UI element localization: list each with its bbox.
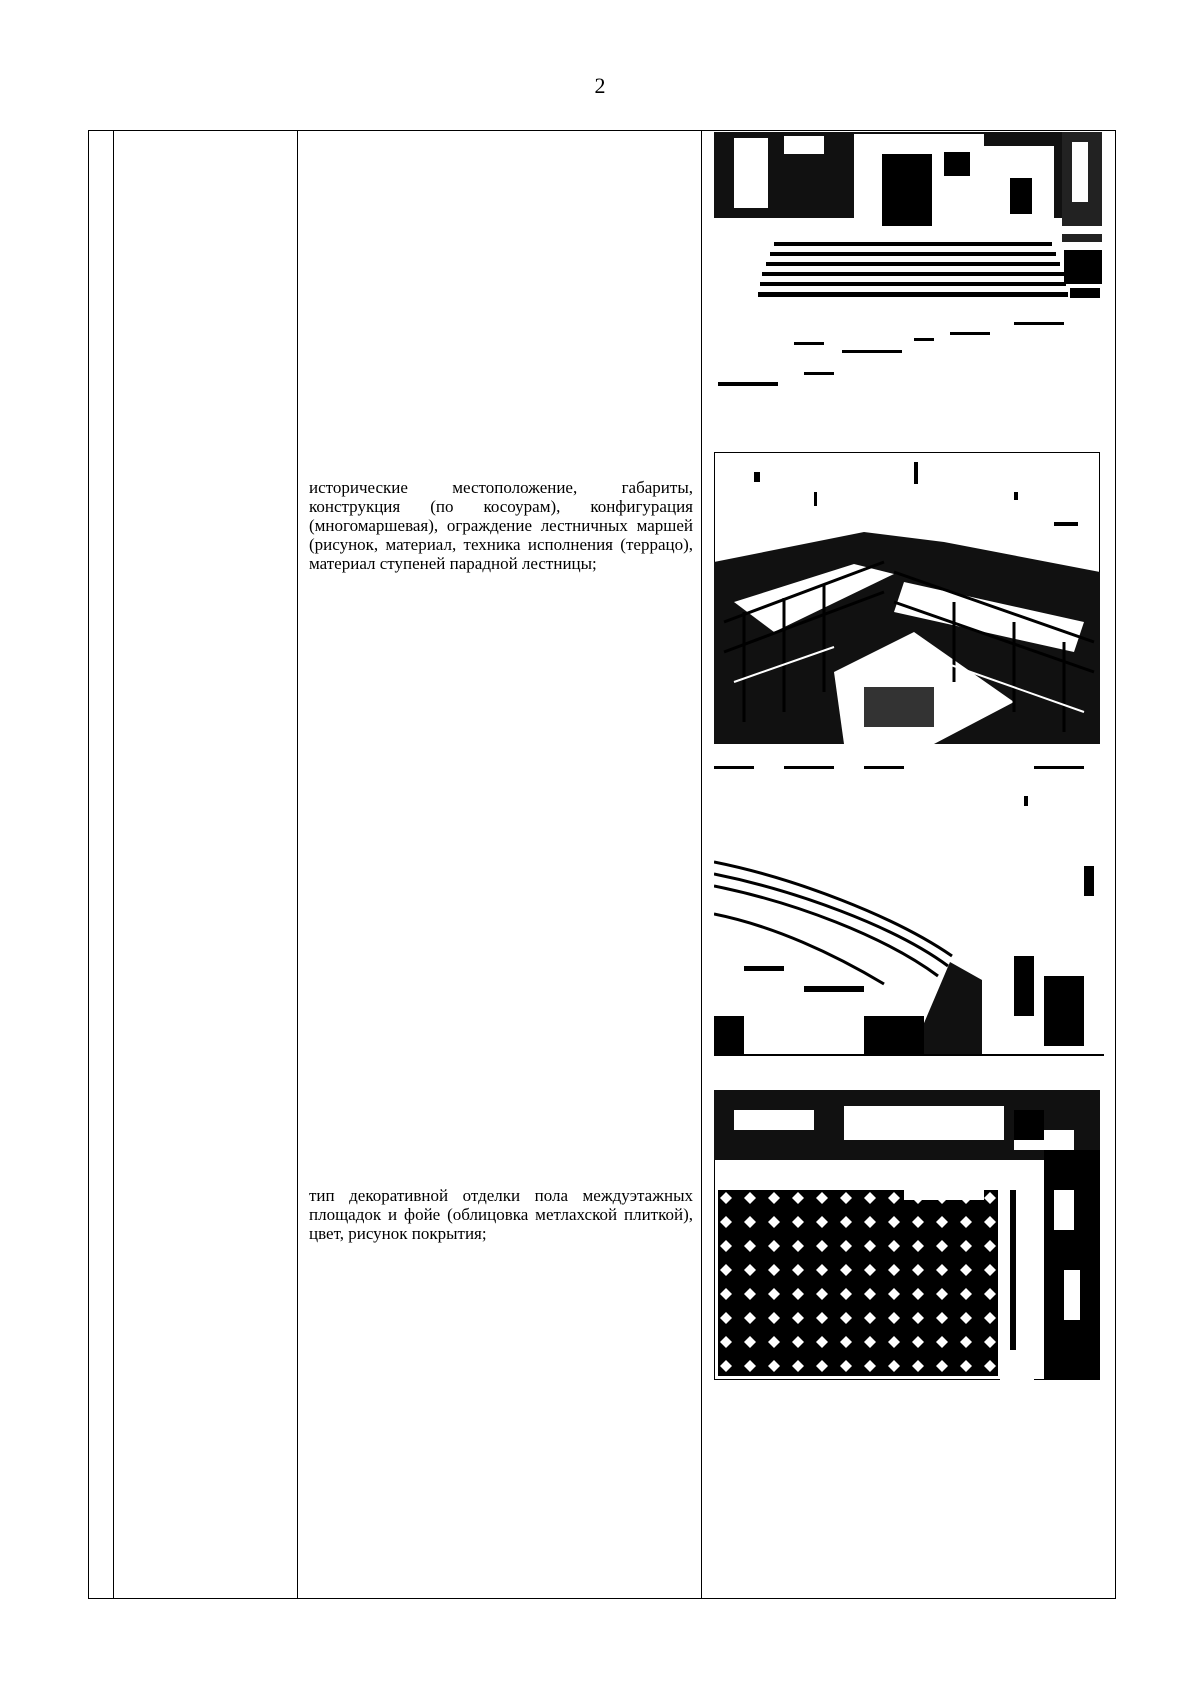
subject-description-floor-finish: тип декоративной отделки пола междуэтажных площадок и фойе (облицовка метлахской плиткой), цвет, рисунок покрытия; bbox=[309, 1186, 693, 1243]
column-divider-3 bbox=[701, 131, 702, 1598]
photo-tiled-floor bbox=[714, 1090, 1100, 1380]
page-number: 2 bbox=[594, 73, 606, 98]
photo-staircase-railing bbox=[714, 452, 1100, 744]
subject-description-staircase: исторические местоположение, габариты, конструкция (по косоурам), конфигурация (многомаршевая), ограждение лестничных маршей (рисунок, материал, техника исполнения (террацо), материал ступеней парадной лестницы; bbox=[309, 478, 693, 573]
photo-handrail-detail bbox=[714, 766, 1104, 1056]
column-divider-2 bbox=[297, 131, 298, 1598]
photo-entrance-stairs bbox=[714, 132, 1102, 400]
column-divider-1 bbox=[113, 131, 114, 1598]
